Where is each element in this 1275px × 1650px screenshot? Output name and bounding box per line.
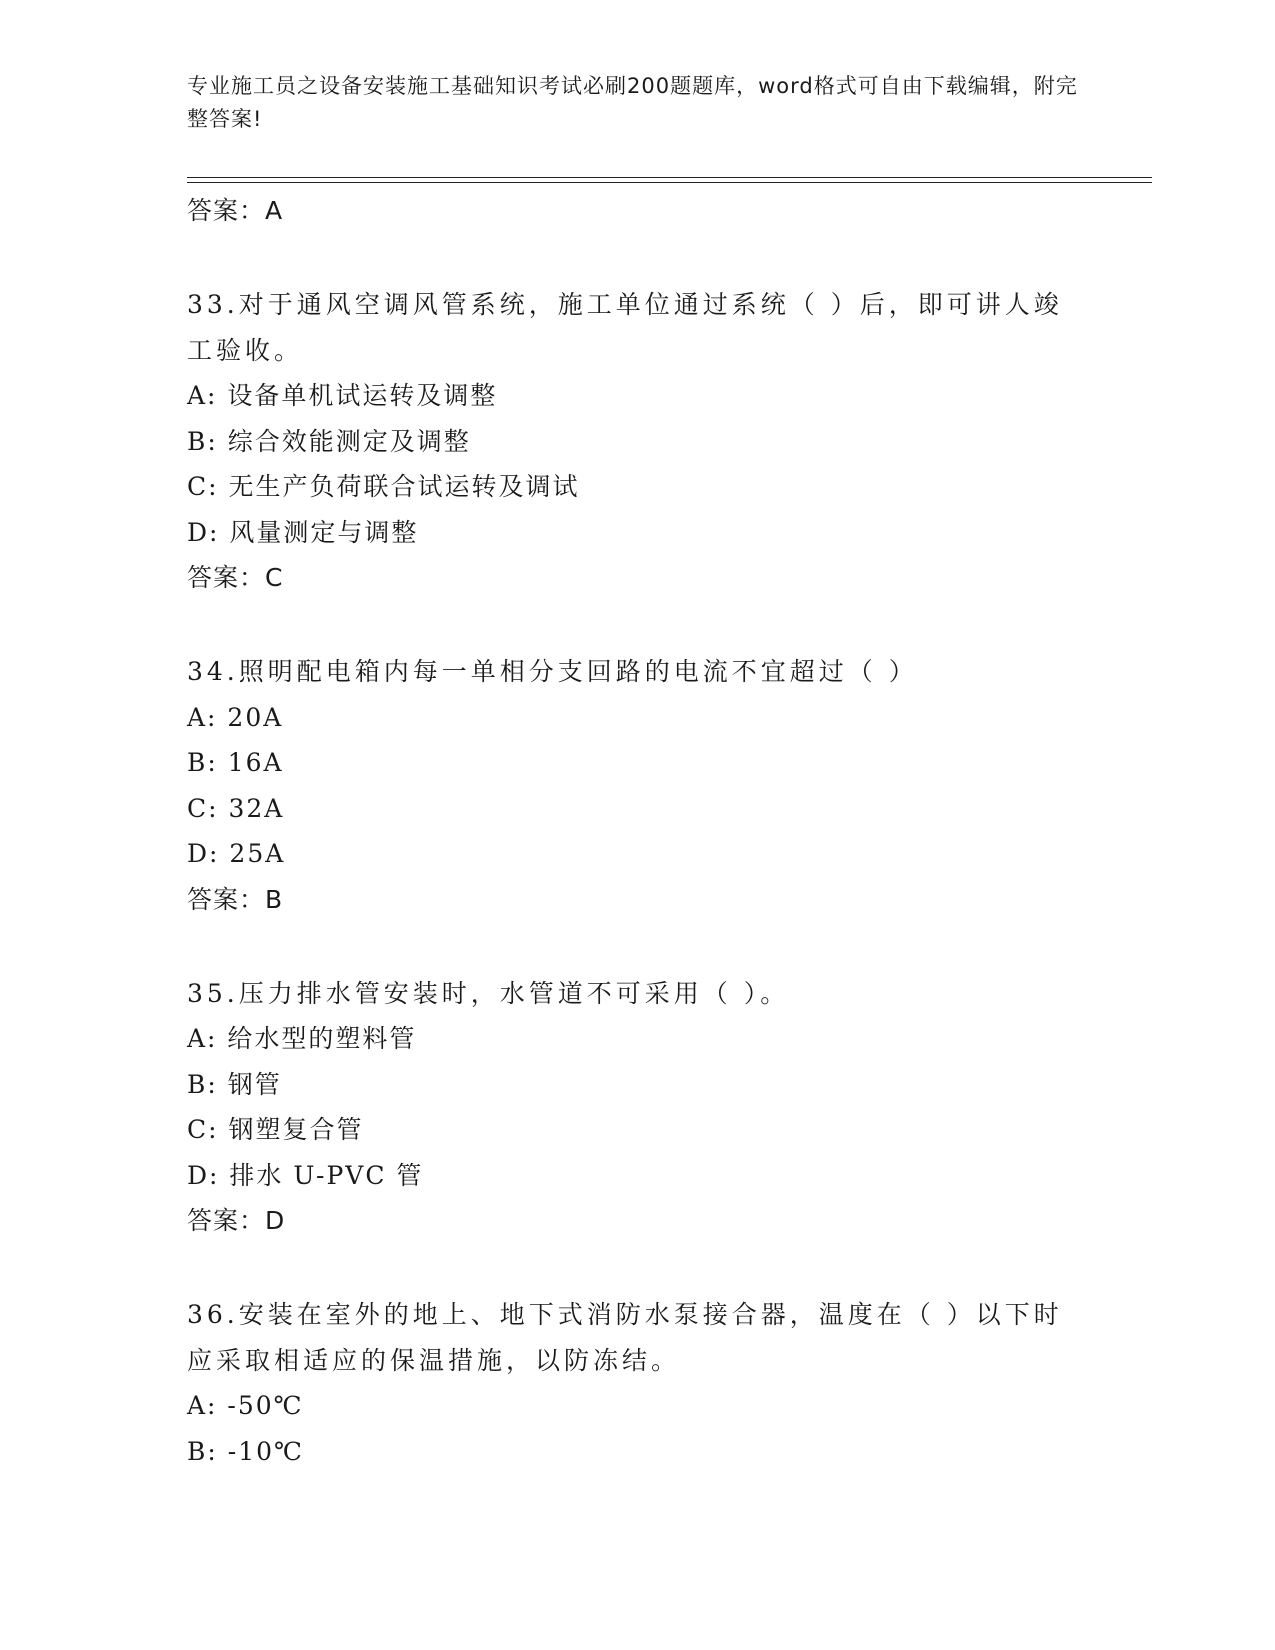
option-b: B: 16A xyxy=(187,748,284,777)
answer-line: 答案：A xyxy=(187,196,284,225)
option-a: A: 20A xyxy=(187,702,284,732)
option-c: C: 32A xyxy=(187,793,285,823)
question-block xyxy=(187,1292,1087,1474)
question-stem: 36.安装在室外的地上、地下式消防水泵接合器，温度在（ ）以下时应采取相适应的保温措施，以防冻结。 xyxy=(187,1300,1063,1375)
option-d: D: 25A xyxy=(187,839,286,868)
header-rule-bottom xyxy=(187,182,1152,183)
document-title: 专业施工员之设备安装施工基础知识考试必刷200题题库，word格式可自由下载编辑，附完整答案! xyxy=(187,74,1078,131)
answer-line: 答案：C xyxy=(187,563,284,592)
option-a: A: 给水型的塑料管 xyxy=(187,1024,417,1053)
question-stem: 33.对于通风空调风管系统，施工单位通过系统（ ）后，即可讲人竣工验收。 xyxy=(187,290,1063,365)
question-block xyxy=(187,649,1087,923)
answer-line: 答案：D xyxy=(187,1206,286,1235)
question-block xyxy=(187,282,1087,601)
option-c: C: 无生产负荷联合试运转及调试 xyxy=(187,472,580,501)
option-a: A: 设备单机试运转及调整 xyxy=(187,381,498,410)
question-list xyxy=(187,188,1087,1474)
question-stem: 35.压力排水管安装时，水管道不可采用（ ）。 xyxy=(187,978,790,1008)
option-c: C: 钢塑复合管 xyxy=(187,1115,364,1144)
header-rule-top xyxy=(187,177,1152,178)
option-d: D: 风量测定与调整 xyxy=(187,517,419,547)
question-stem: 34.照明配电箱内每一单相分支回路的电流不宜超过（ ） xyxy=(187,657,918,686)
question-block xyxy=(187,971,1087,1245)
option-b: B: 综合效能测定及调整 xyxy=(187,426,471,456)
document-header xyxy=(187,70,1087,136)
option-d: D: 排水 U-PVC 管 xyxy=(187,1160,424,1190)
answer-line: 答案：B xyxy=(187,884,284,914)
option-a: A: -50℃ xyxy=(187,1391,304,1420)
option-b: B: -10℃ xyxy=(187,1436,304,1466)
option-b: B: 钢管 xyxy=(187,1069,282,1099)
